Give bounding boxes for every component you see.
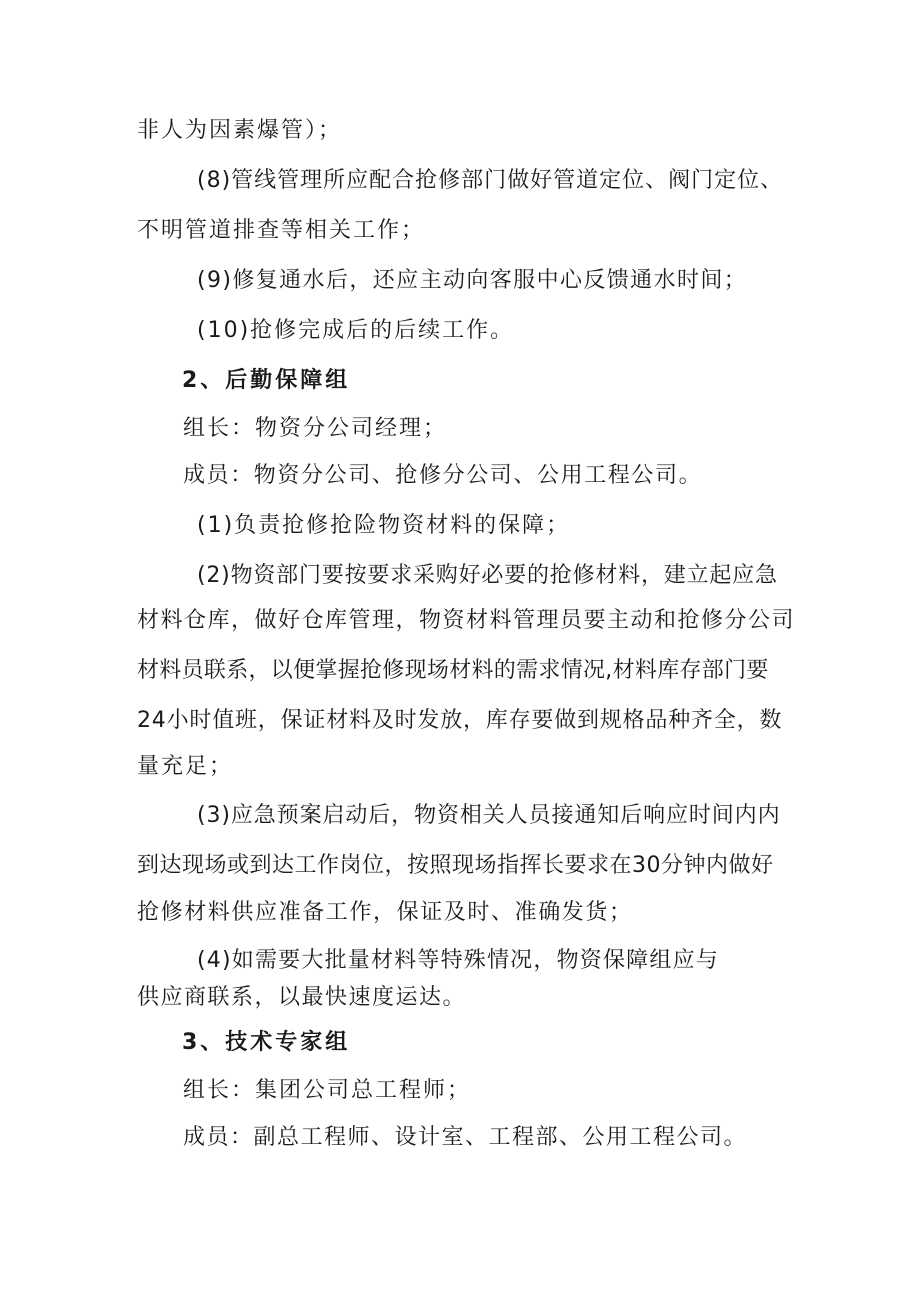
- text-line: 不明管道排查等相关工作；: [137, 218, 426, 243]
- text-line: 非人为因素爆管）；: [137, 118, 343, 143]
- text-line: (9)修复通水后，还应主动向客服中心反馈通水时间；: [197, 268, 748, 293]
- text-line: (8)管线管理所应配合抢修部门做好管道定位、阀门定位、: [197, 168, 784, 193]
- text-line: 成员：物资分公司、抢修分公司、公用工程公司。: [183, 463, 703, 488]
- text-line: (4)如需要大批量材料等特殊情况，物资保障组应与: [197, 948, 719, 973]
- text-line: 组长：集团公司总工程师；: [183, 1078, 472, 1103]
- text-line: 材料员联系，以便掌握抢修现场材料的需求情况,材料库存部门要: [137, 658, 769, 683]
- text-line: 成员：副总工程师、设计室、工程部、公用工程公司。: [183, 1125, 748, 1150]
- text-line: 到达现场或到达工作岗位，按照现场指挥长要求在30分钟内做好: [137, 853, 774, 878]
- text-line: 量充足；: [137, 754, 234, 779]
- text-line: 供应商联系，以最快速度运达。: [137, 985, 467, 1010]
- text-line: (2)物资部门要按要求采购好必要的抢修材料，建立起应急: [197, 563, 778, 588]
- text-line: 组长：物资分公司经理；: [183, 416, 448, 441]
- section-heading: 3、技术专家组: [182, 1030, 351, 1055]
- text-line: (10)抢修完成后的后续工作。: [197, 318, 515, 343]
- text-line: (3)应急预案启动后，物资相关人员接通知后响应时间内内: [197, 803, 781, 828]
- text-line: 抢修材料供应准备工作，保证及时、准确发货；: [137, 900, 633, 925]
- text-line: (1)负责抢修抢险物资材料的保障；: [197, 513, 571, 538]
- section-heading: 2、后勤保障组: [182, 368, 351, 393]
- text-line: 24小时值班，保证材料及时发放，库存要做到规格品种齐全，数: [137, 708, 783, 733]
- text-line: 材料仓库，做好仓库管理，物资材料管理员要主动和抢修分公司: [137, 608, 796, 633]
